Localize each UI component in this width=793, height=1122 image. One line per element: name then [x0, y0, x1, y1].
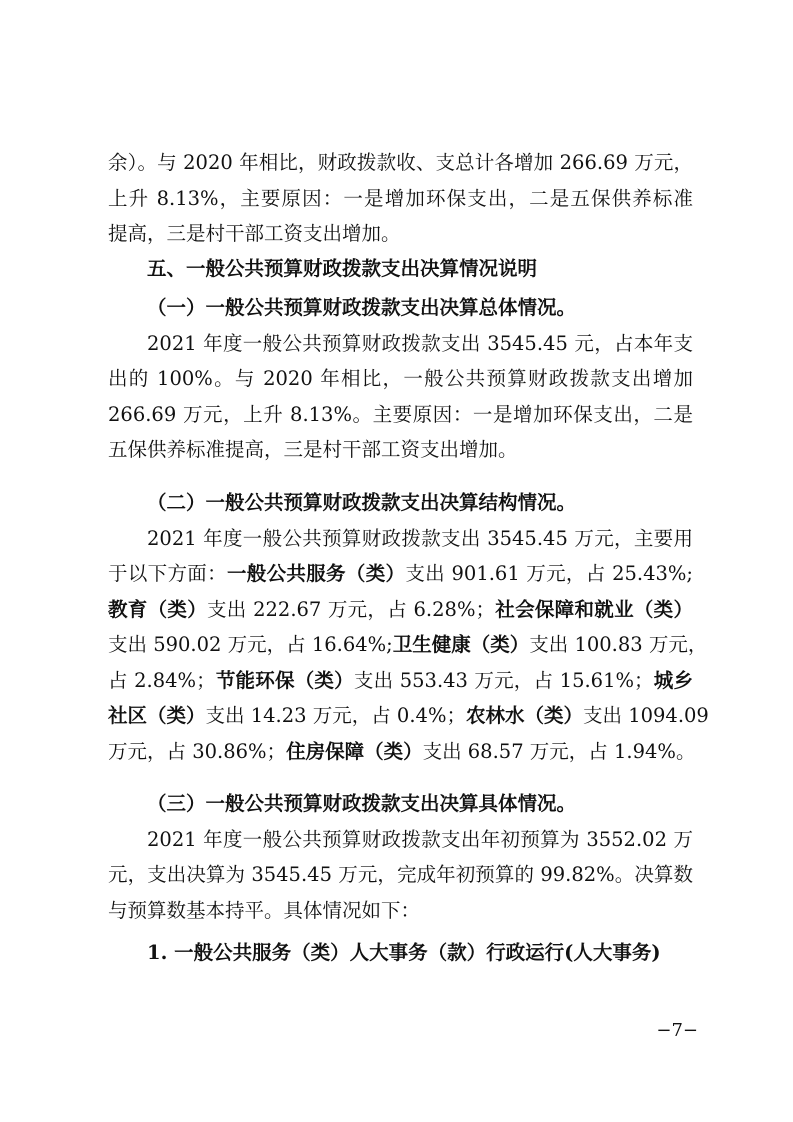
text-line: 上升 8.13%，主要原因：一是增加环保支出，二是五保供养标准 [108, 186, 693, 210]
text-line [108, 627, 708, 663]
section-heading [108, 251, 693, 287]
text-line: 元，支出决算为 3545.45 万元，完成年初预算的 99.82%。决算数 [108, 863, 693, 886]
subsection-2 [108, 485, 709, 769]
category-label: 节能环保（类） [215, 668, 354, 692]
text-run: 支出 553.43 万元，占 15.61%； [353, 668, 654, 692]
text-line: 五保供养标准提高，三是村干部工资支出增加。 [108, 438, 518, 461]
category-label: 农林水（类） [465, 704, 583, 727]
category-label: 一般公共服务（类） [226, 562, 406, 585]
text-line [108, 663, 693, 699]
subsection-1 [108, 290, 693, 468]
text-run: 支出 14.23 万元，占 0.4%； [205, 704, 466, 727]
category-label: 社区（类） [108, 704, 206, 727]
text-run: 支出 68.57 万元，占 1.94%。 [422, 739, 696, 763]
subsection-title: （三）一般公共预算财政拨款支出决算具体情况。 [147, 792, 577, 815]
text-line [108, 698, 709, 734]
text-run: 支出 222.67 万元，占 6.28%； [207, 597, 495, 621]
text-line: 余）。与 2020 年相比，财政拨款收、支总计各增加 266.69 万元， [108, 151, 693, 174]
text-line: 2021 年度一般公共预算财政拨款支出年初预算为 3552.02 万 [147, 827, 693, 851]
text-run: 支出 590.02 万元，占 16.64%; [108, 633, 393, 656]
text-line: 与预算数基本持平。具体情况如下： [108, 898, 421, 922]
text-line: 提高，三是村干部工资支出增加。 [108, 222, 401, 245]
page-number: −7− [656, 1020, 698, 1041]
category-label: 卫生健康（类） [392, 633, 530, 656]
text-run: 万元，占 30.86%； [108, 739, 287, 763]
item-title: 1. 一般公共服务（类）人大事务（款）行政运行(人大事务) [147, 941, 661, 964]
subsection-3 [108, 786, 693, 928]
text-run: 占 2.84%； [108, 668, 216, 692]
subsection-title: （二）一般公共预算财政拨款支出决算结构情况。 [147, 491, 577, 514]
item-heading [108, 935, 693, 971]
text-line: 266.69 万元，上升 8.13%。主要原因：一是增加环保支出，二是 [108, 402, 693, 426]
text-line [108, 556, 693, 592]
text-line [108, 592, 693, 628]
text-line: 2021 年度一般公共预算财政拨款支出 3545.45 元，占本年支 [147, 331, 693, 355]
text-run: 于以下方面： [108, 562, 227, 585]
text-line: 2021 年度一般公共预算财政拨款支出 3545.45 万元，主要用 [147, 526, 693, 550]
category-label: 社会保障和就业（类） [494, 597, 693, 621]
category-label: 教育（类） [108, 597, 207, 621]
text-run: 支出 1094.09 [583, 704, 709, 727]
text-line [108, 734, 696, 770]
category-label: 住房保障（类） [286, 739, 423, 763]
text-run: 支出 100.83 万元， [529, 633, 708, 656]
category-label: 城乡 [653, 668, 693, 692]
text-run: 支出 901.61 万元，占 25.43%; [405, 562, 693, 585]
paragraph-continuation [108, 145, 693, 252]
section-title: 五、一般公共预算财政拨款支出决算情况说明 [147, 257, 538, 280]
text-line: 出的 100%。与 2020 年相比，一般公共预算财政拨款支出增加 [108, 367, 693, 390]
subsection-title: （一）一般公共预算财政拨款支出决算总体情况。 [147, 296, 577, 319]
